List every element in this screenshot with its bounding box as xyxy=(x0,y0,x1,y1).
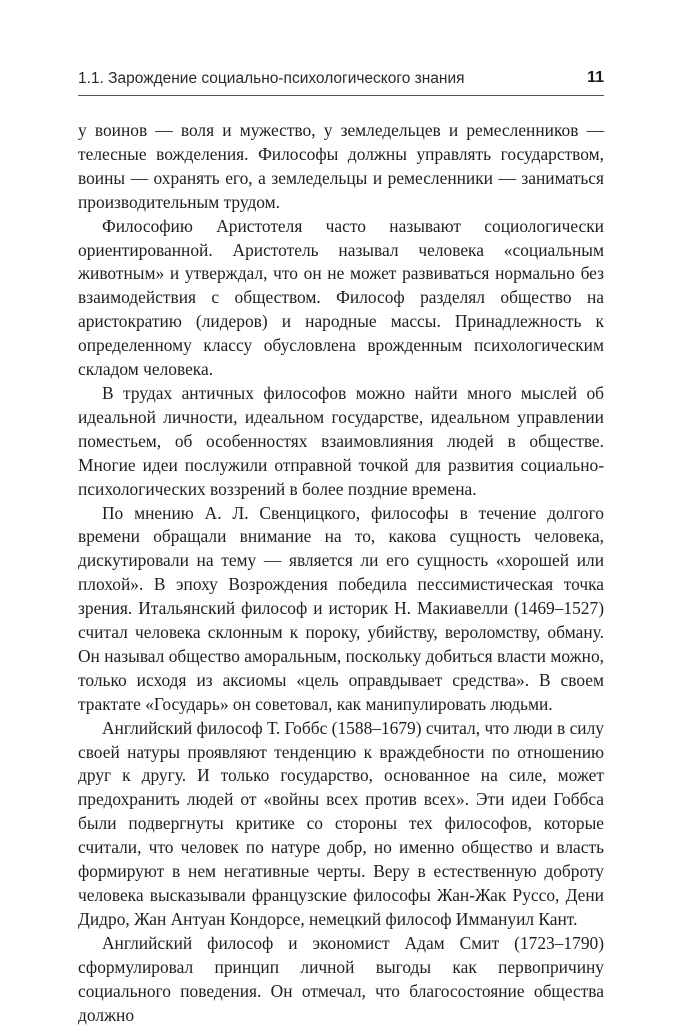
paragraph-6: Английский философ и экономист Адам Смит (1723–1790) сформулировал принцип личной выгоды как первопричину социального поведения. Он отмечал, что благосостояние общества должно xyxy=(78,932,604,1025)
header-rule xyxy=(78,95,604,96)
paragraph-3: В трудах античных философов можно найти много мыслей об идеальной личности, идеальном государстве, идеальном управлении поместьем, об особенностях взаимовлияния людей в обществе. Многие идеи послужили отправной точкой для развития социально-психологических воззрений в более поздние времена. xyxy=(78,382,604,499)
paragraph-4: По мнению А. Л. Свенцицкого, философы в течение долгого времени обращали внимание на то, какова сущность человека, дискутировали на тему — является ли его сущность «хорошей или плохой». В эпоху Возрождения победила пессимистическая точка зрения. Итальянский философ и историк Н. Макиавелли (1469–1527) считал человека склонным к пороку, убийству, вероломству, обману. Он называл общество аморальным, поскольку добиться власти можно, только исходя из аксиомы «цель оправдывает средства». В своем трактате «Государь» он советовал, как манипулировать людьми. xyxy=(78,502,604,714)
running-title: 1.1. Зарождение социально-психологического знания xyxy=(78,70,465,87)
paragraph-5: Английский философ Т. Гоббс (1588–1679) считал, что люди в силу своей натуры проявляют тенденцию к враждебности по отношению друг к другу. И только государство, основанное на силе, может предохранить людей от «войны всех против всех». Эти идеи Гоббса были подвергнуты критике со стороны тех философов, которые считали, что человек по натуре добр, но именно общество и власть формируют в нем негативные черты. Веру в естественную доброту человека высказывали французские философы Жан-Жак Руссо, Дени Дидро, Жан Антуан Кондорсе, немецкий философ Иммануил Кант. xyxy=(78,717,604,929)
page-number: 11 xyxy=(587,69,604,86)
body-text xyxy=(78,119,604,1027)
paragraph-1: у воинов — воля и мужество, у земледельцев и ремесленников — телесные вожделения. Философы должны управлять государством, воины — охранять его, а земледельцы и ремесленники — заниматься производительным трудом. xyxy=(78,120,604,212)
page-header xyxy=(78,64,604,98)
paragraph-2: Философию Аристотеля часто называют социологически ориентированной. Аристотель называл человека «социальным животным» и утверждал, что он не может развиваться нормально без взаимодействия с обществом. Философ разделял общество на аристократию (лидеров) и народные массы. Принадлежность к определенному классу обусловлена врожденным психологическим складом человека. xyxy=(78,215,604,380)
